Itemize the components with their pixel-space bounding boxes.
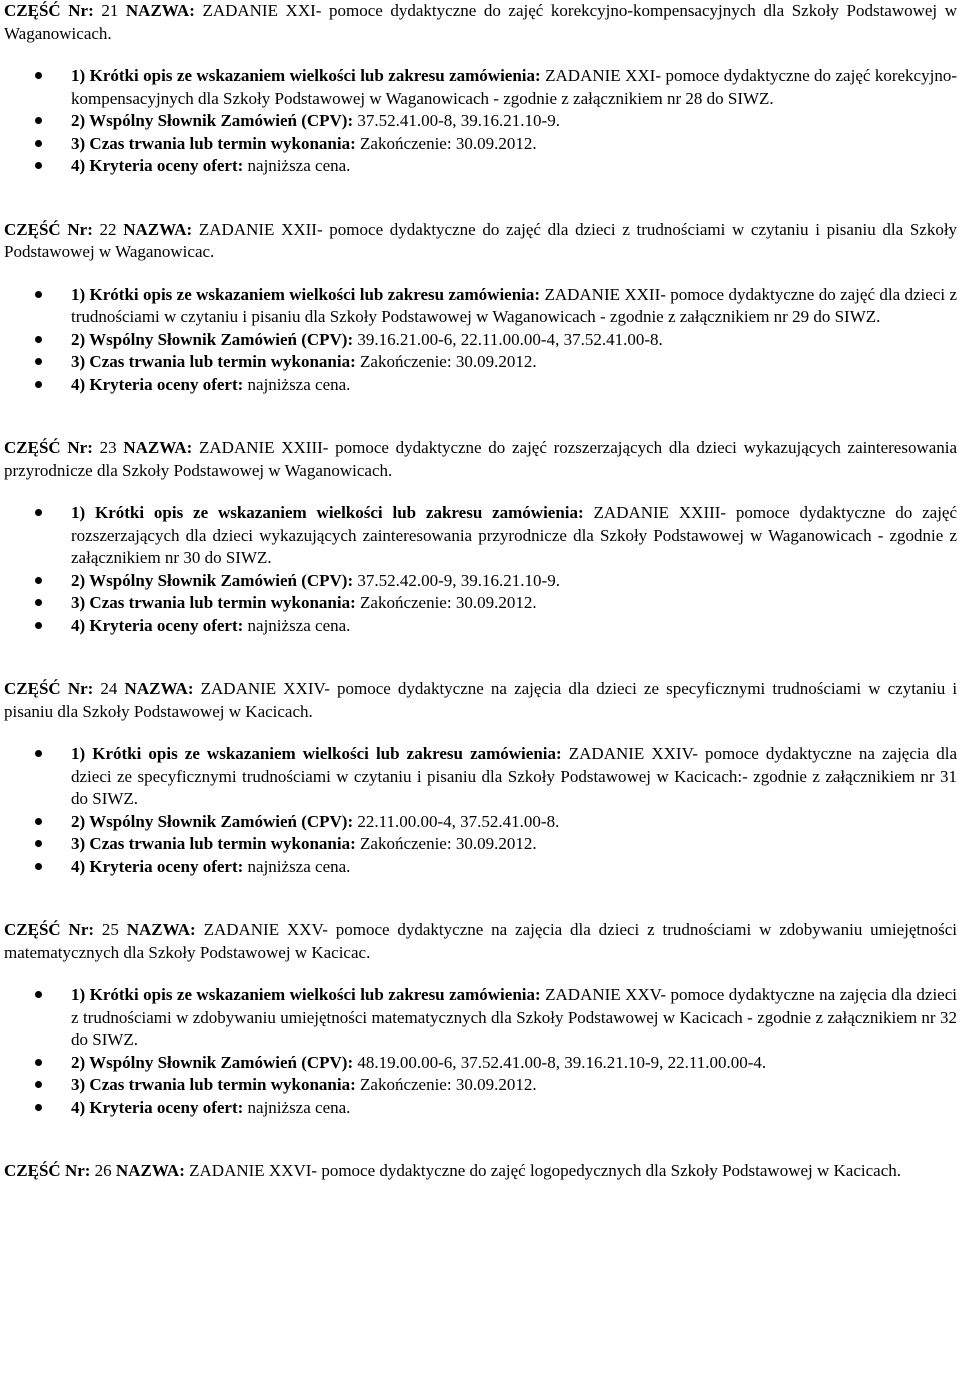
part-nazwa-label: NAZWA: <box>125 1 195 20</box>
part-name: ZADANIE XXI- pomoce dydaktyczne do zajęć korekcyjno-kompensacyjnych dla Szkoły Podstawowej w Waganowicach. <box>4 1 958 43</box>
item-label: 1) Krótki opis ze wskazaniem wielkości lub zakresu zamówienia: <box>71 66 541 85</box>
part-23 <box>4 437 957 678</box>
item-value: Zakończenie: 30.09.2012. <box>360 593 537 612</box>
list-item <box>71 984 957 1052</box>
list-item <box>71 110 957 133</box>
part-cz-label: CZĘŚĆ <box>4 1161 61 1180</box>
part-number: 21 <box>101 1 119 20</box>
item-value: najniższa cena. <box>247 615 351 635</box>
item-value: 48.19.00.00-6, 37.52.41.00-8, 39.16.21.10-9, 22.11.00.00-4. <box>357 1052 767 1072</box>
item-label: 1) Krótki opis ze wskazaniem wielkości lub zakresu zamówienia: <box>71 284 541 304</box>
item-label: 4) Kryteria oceny ofert: <box>71 374 244 394</box>
part-items-list <box>4 65 957 178</box>
item-value: Zakończenie: 30.09.2012. <box>360 133 537 153</box>
item-value: najniższa cena. <box>247 856 351 876</box>
part-items-list <box>4 284 957 397</box>
item-label: 3) Czas trwania lub termin wykonania: <box>71 133 356 153</box>
part-heading <box>4 219 957 264</box>
list-item <box>71 155 957 178</box>
item-label: 4) Kryteria oceny ofert: <box>71 156 244 175</box>
part-heading <box>4 678 957 723</box>
item-label: 4) Kryteria oceny ofert: <box>71 856 244 876</box>
part-nr-label: Nr: <box>67 438 93 457</box>
item-label: 2) Wspólny Słownik Zamówień (CPV): <box>71 111 354 130</box>
item-value: 37.52.41.00-8, 39.16.21.10-9. <box>357 111 560 130</box>
part-heading <box>4 437 957 482</box>
part-items-list <box>4 743 957 878</box>
item-label: 1) Krótki opis ze wskazaniem wielkości lub zakresu zamówienia: <box>71 744 562 763</box>
part-number: 25 <box>101 920 119 939</box>
part-nazwa-label: NAZWA: <box>124 679 194 698</box>
part-number: 23 <box>99 438 117 457</box>
list-item <box>71 833 957 856</box>
part-nr-label: Nr: <box>67 219 93 239</box>
list-item <box>71 374 957 397</box>
part-nr-label: Nr: <box>68 920 95 939</box>
list-item <box>71 1097 957 1120</box>
list-item <box>71 570 957 593</box>
item-value: Zakończenie: 30.09.2012. <box>360 834 537 853</box>
list-item <box>71 856 957 879</box>
list-item <box>71 65 957 110</box>
part-nazwa-label: NAZWA: <box>123 438 193 457</box>
part-number: 22 <box>99 219 117 239</box>
item-label: 3) Czas trwania lub termin wykonania: <box>71 352 356 371</box>
item-label: 4) Kryteria oceny ofert: <box>71 615 244 635</box>
part-cz-label: CZĘŚĆ <box>4 1 61 20</box>
part-24 <box>4 678 957 919</box>
part-cz-label: CZĘŚĆ <box>4 679 61 698</box>
item-value: ZADANIE XXIII- pomoce dydaktyczne do zajęć rozszerzających dla dzieci wykazujących zainteresowania przyrodnicze dla Szkoły Podstawowej w Waganowicach - zgodnie z załącznikiem nr 30 do SIWZ. <box>71 503 958 567</box>
item-value: ZADANIE XXV- pomoce dydaktyczne na zajęcia dla dzieci z trudnościami w zdobywaniu umiejętności matematycznych dla Szkoły Podstawowej w Kacicach - zgodnie z załącznikiem nr 32 do SIWZ. <box>71 985 957 1049</box>
item-value: 37.52.42.00-9, 39.16.21.10-9. <box>357 570 560 590</box>
item-label: 4) Kryteria oceny ofert: <box>71 1097 244 1117</box>
part-cz-label: CZĘŚĆ <box>4 920 61 939</box>
list-item <box>71 329 957 352</box>
item-label: 1) Krótki opis ze wskazaniem wielkości lub zakresu zamówienia: <box>71 503 584 522</box>
part-nazwa-label: NAZWA: <box>123 219 193 239</box>
item-value: 39.16.21.00-6, 22.11.00.00-4, 37.52.41.00-8. <box>357 329 663 349</box>
item-value: ZADANIE XXII- pomoce dydaktyczne do zajęć dla dzieci z trudnościami w czytaniu i pisaniu dla Szkoły Podstawowej w Waganowicach - zgodnie z załącznikiem nr 29 do SIWZ. <box>71 284 957 326</box>
list-item <box>71 133 957 156</box>
part-nr-label: Nr: <box>67 679 94 698</box>
list-item <box>71 1052 957 1075</box>
part-heading <box>4 919 957 964</box>
item-value: 22.11.00.00-4, 37.52.41.00-8. <box>357 811 560 831</box>
list-item <box>71 351 957 374</box>
item-label: 2) Wspólny Słownik Zamówień (CPV): <box>71 811 354 831</box>
item-label: 1) Krótki opis ze wskazaniem wielkości lub zakresu zamówienia: <box>71 985 541 1004</box>
item-value: ZADANIE XXI- pomoce dydaktyczne do zajęć korekcyjno-kompensacyjnych dla Szkoły Podstawowej w Waganowicach - zgodnie z załącznikiem nr 28 do SIWZ. <box>71 66 957 108</box>
part-name: ZADANIE XXVI- pomoce dydaktyczne do zajęć logopedycznych dla Szkoły Podstawowej w Kacicach. <box>189 1161 901 1180</box>
item-value: Zakończenie: 30.09.2012. <box>360 352 537 371</box>
item-label: 3) Czas trwania lub termin wykonania: <box>71 834 356 853</box>
part-items-list <box>4 984 957 1119</box>
item-value: Zakończenie: 30.09.2012. <box>360 1075 537 1094</box>
item-label: 2) Wspólny Słownik Zamówień (CPV): <box>71 329 354 349</box>
list-item <box>71 743 957 811</box>
part-nr-label: Nr: <box>64 1161 91 1180</box>
part-items-list <box>4 502 957 637</box>
item-label: 3) Czas trwania lub termin wykonania: <box>71 1075 356 1094</box>
part-nazwa-label: NAZWA: <box>115 1161 185 1180</box>
part-26 <box>4 1160 957 1183</box>
part-22 <box>4 219 957 438</box>
part-name: ZADANIE XXIII- pomoce dydaktyczne do zajęć rozszerzających dla dzieci wykazujących zainteresowania przyrodnicze dla Szkoły Podstawowej w Waganowicach. <box>4 438 958 480</box>
part-number: 26 <box>94 1161 112 1180</box>
part-name: ZADANIE XXIV- pomoce dydaktyczne na zajęcia dla dzieci ze specyficznymi trudnościami w czytaniu i pisaniu dla Szkoły Podstawowej w Kacicach. <box>4 679 958 721</box>
item-value: ZADANIE XXIV- pomoce dydaktyczne na zajęcia dla dzieci ze specyficznymi trudnościami w czytaniu i pisaniu dla Szkoły Podstawowej w Kacicach:- zgodnie z załącznikiem nr 31 do SIWZ. <box>71 744 957 808</box>
item-value: najniższa cena. <box>247 156 351 175</box>
item-label: 2) Wspólny Słownik Zamówień (CPV): <box>71 1052 354 1072</box>
list-item <box>71 1074 957 1097</box>
part-21 <box>4 0 957 219</box>
part-nazwa-label: NAZWA: <box>126 920 196 939</box>
list-item <box>71 592 957 615</box>
part-nr-label: Nr: <box>68 1 94 20</box>
item-value: najniższa cena. <box>247 374 351 394</box>
part-heading <box>4 1160 957 1183</box>
part-name: ZADANIE XXII- pomoce dydaktyczne do zajęć dla dzieci z trudnościami w czytaniu i pisaniu dla Szkoły Podstawowej w Waganowicac. <box>4 219 958 261</box>
part-cz-label: CZĘŚĆ <box>4 438 61 457</box>
list-item <box>71 284 957 329</box>
part-heading <box>4 0 957 45</box>
list-item <box>71 615 957 638</box>
item-value: najniższa cena. <box>247 1097 351 1117</box>
part-25 <box>4 919 957 1160</box>
list-item <box>71 811 957 834</box>
part-cz-label: CZĘŚĆ <box>4 219 61 239</box>
item-label: 2) Wspólny Słownik Zamówień (CPV): <box>71 570 354 590</box>
part-name: ZADANIE XXV- pomoce dydaktyczne na zajęcia dla dzieci z trudnościami w zdobywaniu umiejętności matematycznych dla Szkoły Podstawowej w Kacicac. <box>4 920 958 962</box>
list-item <box>71 502 957 570</box>
part-number: 24 <box>100 679 118 698</box>
item-label: 3) Czas trwania lub termin wykonania: <box>71 593 356 612</box>
